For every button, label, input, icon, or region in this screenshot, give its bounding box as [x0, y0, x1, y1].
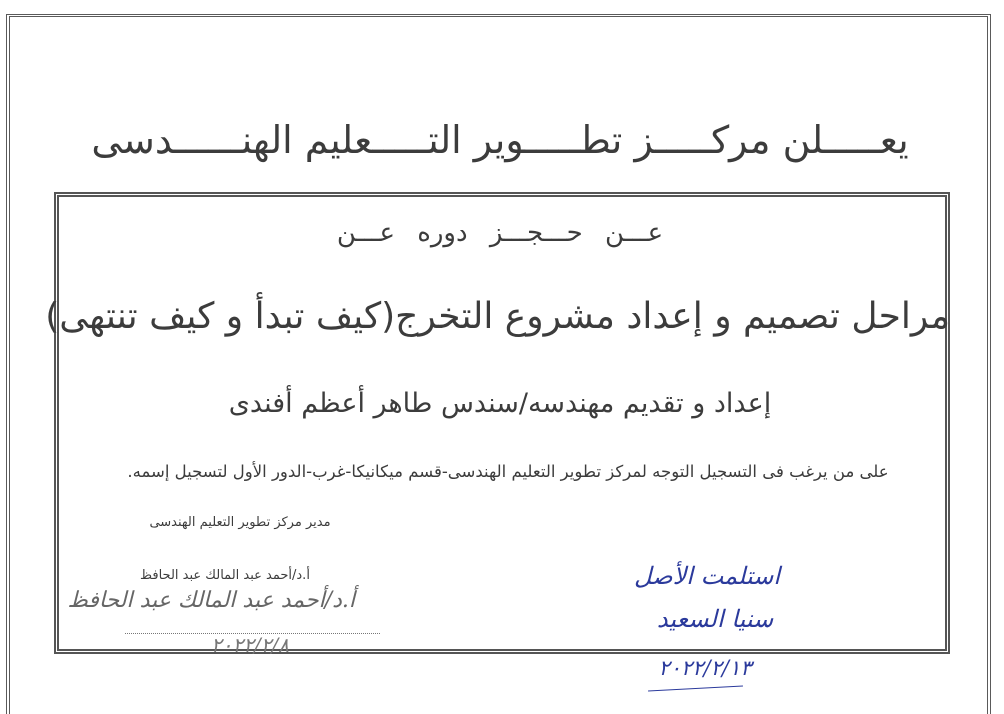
presenter-line: إعداد و تقديم مهندسه/سندس طاهر أعظم أفندى	[228, 388, 772, 419]
announcement-heading: يعـــــلن مركـــــز تطـــــوير التـــــعليم الهنــــــدسى	[91, 118, 909, 162]
receiver-signature: سنيا السعيد	[656, 605, 774, 633]
director-name: أ.د/أحمد عبد المالك عبد الحافظ	[140, 568, 310, 583]
received-original-note: استلمت الأصل	[634, 562, 780, 590]
director-handwritten-date: ٢٠٢٢/٢/٨	[211, 633, 289, 657]
director-handwritten-signature: أ.د/أحمد عبد المالك عبد الحافظ	[67, 588, 355, 613]
received-date: ٢٠٢٢/٢/١٣	[658, 656, 752, 680]
course-title: مراحل تصميم و إعداد مشروع التخرج(كيف تبدأ و كيف تنتهى)	[45, 296, 950, 337]
director-title: مدير مركز تطوير التعليم الهندسى	[149, 515, 331, 530]
inner-border	[45, 192, 950, 654]
course-reservation-subheading: عـــن حـــجـــز دوره عـــن	[336, 218, 664, 248]
registration-notice: على من يرغب فى التسجيل التوجه لمركز تطوير التعليم الهندسى-قسم ميكانيكا-غرب-الدور الأول لتسجيل إسمه.	[127, 462, 889, 481]
